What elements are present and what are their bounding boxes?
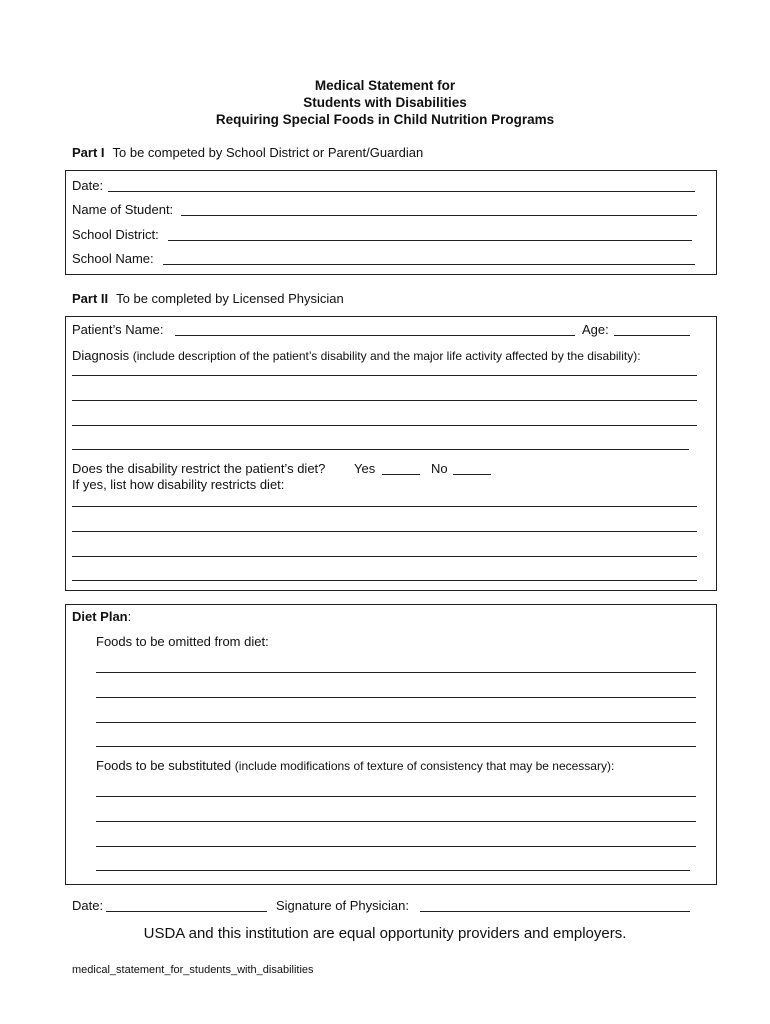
substituted-line[interactable] (96, 870, 690, 871)
school-district-label: School District: (72, 227, 159, 242)
part-2-heading (72, 291, 344, 306)
part-1-box (65, 170, 717, 275)
omitted-line[interactable] (96, 746, 696, 747)
age-field[interactable] (614, 335, 690, 336)
part-1-label: Part I (72, 145, 105, 160)
part-1-instruction: To be competed by School District or Parent/Guardian (112, 145, 424, 160)
foods-omitted-label: Foods to be omitted from diet: (96, 634, 269, 649)
omitted-line[interactable] (96, 672, 696, 673)
yes-label: Yes (354, 461, 376, 476)
part-2-instruction: To be completed by Licensed Physician (116, 291, 344, 306)
document-title (0, 77, 770, 128)
physician-signature-field[interactable] (420, 911, 690, 912)
no-field[interactable] (453, 474, 491, 475)
substituted-line[interactable] (96, 821, 696, 822)
diagnosis-line[interactable] (72, 375, 697, 376)
diagnosis-label-row (72, 348, 641, 363)
diagnosis-line[interactable] (72, 425, 697, 426)
signoff-date-field[interactable] (106, 911, 267, 912)
file-name: medical_statement_for_students_with_disabilities (72, 964, 314, 976)
restriction-line[interactable] (72, 556, 697, 557)
no-label: No (431, 461, 448, 476)
school-name-label: School Name: (72, 251, 154, 266)
restriction-line[interactable] (72, 531, 697, 532)
title-line-3: Requiring Special Foods in Child Nutrition Programs (215, 112, 555, 127)
diagnosis-note: (include description of the patient’s disability and the major life activity affected by the disability): (132, 349, 641, 363)
substituted-line[interactable] (96, 846, 696, 847)
restriction-line[interactable] (72, 506, 697, 507)
age-label: Age: (582, 322, 609, 337)
foods-substituted-note: (include modifications of texture of consistency that may be necessary): (234, 759, 615, 773)
school-district-field[interactable] (168, 240, 692, 241)
date-field[interactable] (108, 191, 695, 192)
part-1-heading (72, 145, 423, 160)
part-2-label: Part II (72, 291, 109, 306)
student-name-field[interactable] (181, 215, 697, 216)
diagnosis-line[interactable] (72, 449, 689, 450)
substituted-line[interactable] (96, 796, 696, 797)
restriction-line[interactable] (72, 580, 697, 581)
diet-restrict-question: Does the disability restrict the patient’s diet? (72, 461, 326, 476)
diet-restrict-followup: If yes, list how disability restricts diet: (72, 477, 285, 492)
signoff-date-label: Date: (72, 898, 104, 913)
diet-plan-label: Diet Plan (72, 609, 128, 624)
date-label: Date: (72, 178, 104, 193)
patient-name-field[interactable] (175, 335, 575, 336)
physician-signature-label: Signature of Physician: (276, 898, 409, 913)
title-line-1: Medical Statement for (314, 78, 456, 93)
school-name-field[interactable] (163, 264, 695, 265)
yes-field[interactable] (382, 474, 420, 475)
diagnosis-line[interactable] (72, 400, 697, 401)
patient-name-label: Patient’s Name: (72, 322, 164, 337)
student-name-label: Name of Student: (72, 202, 174, 217)
omitted-line[interactable] (96, 722, 696, 723)
foods-substituted-row (96, 758, 614, 773)
equal-opportunity-statement: USDA and this institution are equal opportunity providers and employers. (143, 925, 627, 942)
diagnosis-label: Diagnosis (72, 348, 130, 363)
omitted-line[interactable] (96, 697, 696, 698)
title-line-2: Students with Disabilities (303, 95, 467, 110)
diet-plan-colon: : (127, 609, 132, 624)
foods-substituted-label: Foods to be substituted (96, 758, 232, 773)
diet-plan-heading (72, 609, 131, 624)
